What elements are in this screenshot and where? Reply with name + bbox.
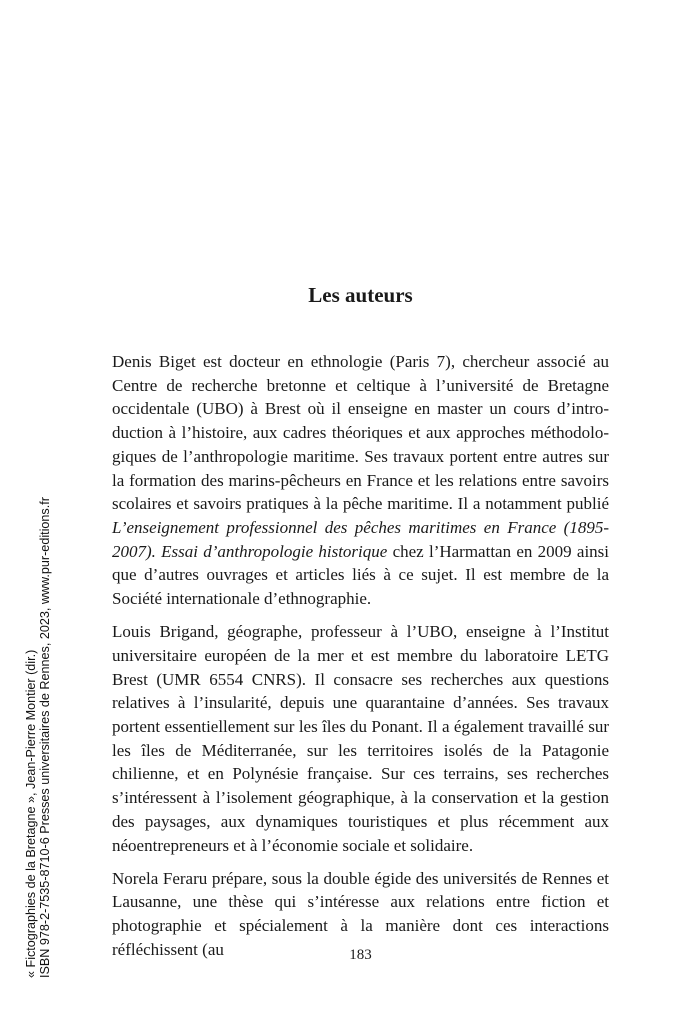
paragraph-louis-brigand: Louis Brigand, géographe, professeur à l’UBO, enseigne à l’Institut universitaire européen de la mer et est membre du laboratoire LETG Brest (UMR 6554 CNRS). Il consacre ses recherches aux questions relatives à l’insularité, depuis une quarantaine d’années. Ses travaux portent essentiellement sur les îles du Ponant. Il a également travaillé sur les îles de Méditerranée, sur les territoires isolés de la Patagonie chilienne, et en Polynésie française. Sur ces terrains, ses recherches s’intéressent à l’isolement géographique, à la conservation et la gestion des paysages, aux dynamiques touristiques et plus récemment aux néoentrepreneurs et à l’économie sociale et solidaire. — [112, 622, 609, 855]
paragraph-text: chez l’Harmattan en 2009 ainsi que d’autres ouvrages et articles liés à ce sujet. Il est membre de la Société internationale d’ethnographie. — [112, 541, 610, 609]
book-title: L’enseignement professionnel des pêches maritimes en France (1895-2007). Essai d’anthropologie historique — [112, 517, 609, 561]
side-note-line-2: ISBN 978-2-7535-8710-6 Presses universitaires de Rennes, 2023, www.pur-editions.fr — [38, 497, 52, 978]
side-note-line-1: « Fictographies de la Bretagne », Jean-Pierre Montier (dir.) — [24, 649, 38, 978]
page-title: Les auteurs — [308, 283, 413, 307]
body-text — [112, 350, 609, 971]
paragraph-text: Denis Biget est docteur en ethnologie (Paris 7), chercheur associé au Centre de recherche bretonne et celtique à l’université de Bretagne occidentale (UBO) à Brest où il enseigne en master un cours d’introduction à l’histoire, aux cadres théoriques et aux approches méthodologiques de l’anthropologie maritime. Ses travaux portent entre autres sur la formation des marins-pêcheurs en France et les relations entre savoirs scolaires et savoirs pratiques à la pêche maritime. Il a notamment publié — [112, 352, 609, 514]
copyright-side-note — [24, 458, 52, 978]
paragraph-denis-biget — [112, 350, 609, 611]
paragraph-norela-feraru: Norela Feraru prépare, sous la double égide des universités de Rennes et Lausanne, une thèse qui s’intéresse aux relations entre fiction et photographie et spécialement à la manière dont ces interactions réfléchissent (au — [112, 868, 609, 959]
page-number: 183 — [349, 947, 372, 963]
